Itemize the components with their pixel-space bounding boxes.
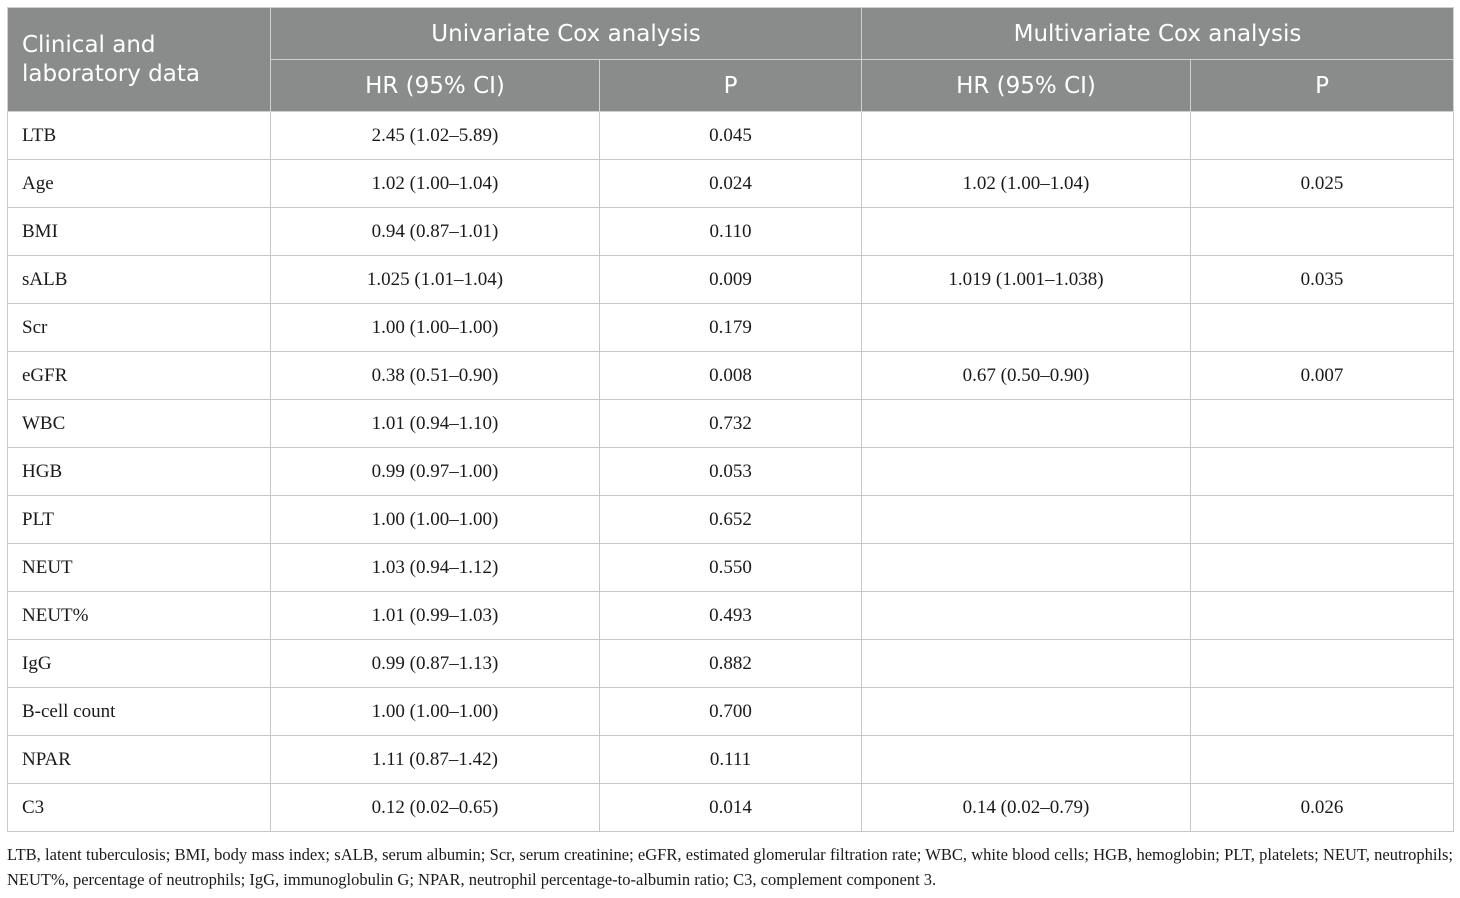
table-row — [8, 160, 1454, 208]
univariate-p-cell: 0.179 — [600, 304, 862, 352]
table-row — [8, 736, 1454, 784]
univariate-hr-cell: 1.01 (0.99–1.03) — [271, 592, 600, 640]
cox-table-container — [7, 7, 1453, 832]
multivariate-p-cell — [1191, 736, 1454, 784]
univariate-p-cell: 0.111 — [600, 736, 862, 784]
univariate-hr-cell: 1.025 (1.01–1.04) — [271, 256, 600, 304]
table-row — [8, 592, 1454, 640]
table-body — [8, 112, 1454, 832]
table-row — [8, 256, 1454, 304]
multivariate-p-cell — [1191, 640, 1454, 688]
variable-cell: eGFR — [8, 352, 271, 400]
variable-cell: NEUT% — [8, 592, 271, 640]
cox-analysis-table — [7, 7, 1454, 832]
multivariate-hr-cell — [862, 592, 1191, 640]
univariate-p-cell: 0.110 — [600, 208, 862, 256]
multivariate-p-header: P — [1191, 60, 1454, 112]
univariate-p-cell: 0.014 — [600, 784, 862, 832]
univariate-hr-cell: 1.00 (1.00–1.00) — [271, 304, 600, 352]
multivariate-p-cell — [1191, 448, 1454, 496]
multivariate-hr-cell: 1.02 (1.00–1.04) — [862, 160, 1191, 208]
univariate-hr-cell: 1.03 (0.94–1.12) — [271, 544, 600, 592]
table-row — [8, 448, 1454, 496]
multivariate-p-cell — [1191, 496, 1454, 544]
multivariate-hr-cell: 0.14 (0.02–0.79) — [862, 784, 1191, 832]
variable-cell: HGB — [8, 448, 271, 496]
univariate-hr-cell: 0.94 (0.87–1.01) — [271, 208, 600, 256]
table-row — [8, 352, 1454, 400]
table-footnote: LTB, latent tuberculosis; BMI, body mass index; sALB, serum albumin; Scr, serum creatinine; eGFR, estimated glomerular filtration rate; WBC, white blood cells; HGB, hemoglobin; PLT, platelets; NEUT, neutrophils; NEUT%, percentage of neutrophils; IgG, immunoglobulin G; NPAR, neutrophil percentage-to-albumin ratio; C3, complement component 3. — [7, 845, 1453, 889]
univariate-hr-cell: 1.01 (0.94–1.10) — [271, 400, 600, 448]
table-row — [8, 640, 1454, 688]
multivariate-p-cell: 0.026 — [1191, 784, 1454, 832]
multivariate-p-cell — [1191, 592, 1454, 640]
variable-cell: WBC — [8, 400, 271, 448]
univariate-p-cell: 0.024 — [600, 160, 862, 208]
multivariate-p-cell — [1191, 208, 1454, 256]
multivariate-hr-header: HR (95% CI) — [862, 60, 1191, 112]
univariate-p-header: P — [600, 60, 862, 112]
table-row — [8, 784, 1454, 832]
variable-cell: sALB — [8, 256, 271, 304]
multivariate-group-header: Multivariate Cox analysis — [862, 8, 1454, 60]
univariate-hr-cell: 0.38 (0.51–0.90) — [271, 352, 600, 400]
univariate-hr-cell: 0.99 (0.87–1.13) — [271, 640, 600, 688]
corner-header: Clinical and laboratory data — [8, 8, 271, 112]
table-row — [8, 544, 1454, 592]
variable-cell: Scr — [8, 304, 271, 352]
variable-cell: BMI — [8, 208, 271, 256]
multivariate-p-cell: 0.025 — [1191, 160, 1454, 208]
multivariate-hr-cell — [862, 736, 1191, 784]
multivariate-hr-cell — [862, 544, 1191, 592]
multivariate-p-cell — [1191, 304, 1454, 352]
multivariate-hr-cell: 0.67 (0.50–0.90) — [862, 352, 1191, 400]
univariate-p-cell: 0.732 — [600, 400, 862, 448]
multivariate-hr-cell — [862, 208, 1191, 256]
multivariate-p-cell — [1191, 544, 1454, 592]
table-row — [8, 304, 1454, 352]
univariate-p-cell: 0.045 — [600, 112, 862, 160]
univariate-hr-cell: 2.45 (1.02–5.89) — [271, 112, 600, 160]
univariate-hr-cell: 1.00 (1.00–1.00) — [271, 496, 600, 544]
variable-cell: Age — [8, 160, 271, 208]
univariate-p-cell: 0.550 — [600, 544, 862, 592]
multivariate-hr-cell — [862, 688, 1191, 736]
multivariate-hr-cell — [862, 304, 1191, 352]
univariate-p-cell: 0.700 — [600, 688, 862, 736]
univariate-hr-cell: 1.11 (0.87–1.42) — [271, 736, 600, 784]
univariate-group-header: Univariate Cox analysis — [271, 8, 862, 60]
univariate-hr-cell: 1.02 (1.00–1.04) — [271, 160, 600, 208]
table-row — [8, 208, 1454, 256]
variable-cell: IgG — [8, 640, 271, 688]
table-row — [8, 496, 1454, 544]
univariate-p-cell: 0.882 — [600, 640, 862, 688]
multivariate-hr-cell — [862, 400, 1191, 448]
multivariate-hr-cell — [862, 448, 1191, 496]
multivariate-hr-cell: 1.019 (1.001–1.038) — [862, 256, 1191, 304]
table-row — [8, 688, 1454, 736]
univariate-p-cell: 0.008 — [600, 352, 862, 400]
variable-cell: NPAR — [8, 736, 271, 784]
multivariate-p-cell — [1191, 400, 1454, 448]
variable-cell: C3 — [8, 784, 271, 832]
variable-cell: PLT — [8, 496, 271, 544]
variable-cell: NEUT — [8, 544, 271, 592]
univariate-hr-cell: 1.00 (1.00–1.00) — [271, 688, 600, 736]
univariate-p-cell: 0.009 — [600, 256, 862, 304]
multivariate-hr-cell — [862, 112, 1191, 160]
table-header — [8, 8, 1454, 112]
table-row — [8, 112, 1454, 160]
variable-cell: LTB — [8, 112, 271, 160]
multivariate-p-cell: 0.007 — [1191, 352, 1454, 400]
univariate-hr-header: HR (95% CI) — [271, 60, 600, 112]
univariate-p-cell: 0.053 — [600, 448, 862, 496]
table-row — [8, 400, 1454, 448]
univariate-hr-cell: 0.12 (0.02–0.65) — [271, 784, 600, 832]
univariate-hr-cell: 0.99 (0.97–1.00) — [271, 448, 600, 496]
variable-cell: B-cell count — [8, 688, 271, 736]
multivariate-hr-cell — [862, 640, 1191, 688]
univariate-p-cell: 0.493 — [600, 592, 862, 640]
univariate-p-cell: 0.652 — [600, 496, 862, 544]
multivariate-p-cell — [1191, 688, 1454, 736]
multivariate-hr-cell — [862, 496, 1191, 544]
multivariate-p-cell — [1191, 112, 1454, 160]
multivariate-p-cell: 0.035 — [1191, 256, 1454, 304]
